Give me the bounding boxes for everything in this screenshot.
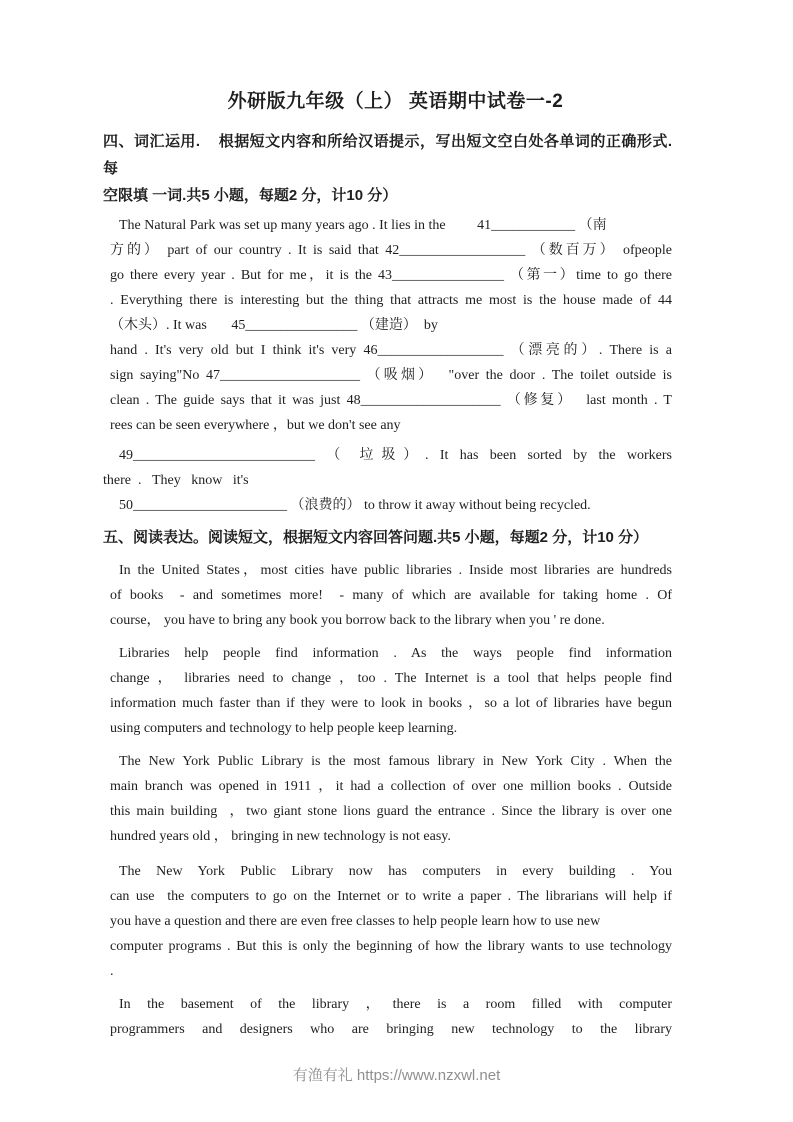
reading-para-1-line: In the United States，most cities have public libraries . Inside most libraries are hundreds [119,563,672,578]
footer-watermark: 有渔有礼 https://www.nzxwl.net [292,1067,501,1084]
cloze-blanks [103,443,672,518]
reading-para-4-line: you have a question and there are even free classes to help people learn how to use new [110,914,601,929]
reading-para-1 [110,558,672,633]
reading-para-3-line: hundred years old ， bringing in new technology is not easy. [110,829,451,844]
section-4-heading-line: 空限填 一词.共5 小题，每题2 分，计10 分） [103,187,398,204]
reading-para-5-line: In the basement of the library ，there is a room filled with computer [119,997,672,1012]
cloze-blanks-line: 49__________________________ （ 垃圾）. It has been sorted by the workers [119,448,672,463]
document-body [103,128,672,1042]
document-content [103,90,672,1042]
cloze-passage-line: rees can be seen everywhere ，but we don't see any [110,418,401,433]
reading-para-2 [110,641,672,741]
cloze-passage-line: go there every year . But for me，it is the 43________________ （第一）time to go there [110,268,672,283]
reading-para-3 [110,749,672,849]
section-4-heading-line: 四、词汇运用. 根据短文内容和所给汉语提示，写出短文空白处各单词的正确形式. 每 [103,133,672,177]
reading-para-2-line: using computers and technology to help people keep learning. [110,721,458,736]
cloze-passage-line: . Everything there is interesting but the thing that attracts me most is the house made of 44 [110,293,672,308]
cloze-passage-line: hand . It's very old but I think it's very 46__________________ （漂亮的）. There is a [110,343,672,358]
reading-para-1-line: of books - and sometimes more! - many of which are available for taking home . Of [110,588,672,603]
reading-para-2-line: information much faster than if they were to look in books ，so a lot of libraries have begun [110,696,672,711]
reading-para-1-line: course， you have to bring any book you borrow back to the library when you ' re done. [110,613,605,628]
cloze-passage [110,213,672,438]
reading-para-4-line: can use the computers to go on the Internet or to write a paper . The librarians will help if [110,889,672,904]
section-5-heading-line: 五、阅读表达。阅读短文，根据短文内容回答问题.共5 小题，每题2 分，计10 分） [103,529,649,546]
cloze-blanks-line: 50______________________ （浪费的） to throw it away without being recycled. [119,498,591,513]
cloze-passage-line: 方的） part of our country . It is said that 42__________________ （数百万） ofpeople [110,243,672,258]
reading-para-4-line: . [110,964,114,979]
reading-para-2-line: change ， libraries need to change ，too . The Internet is a tool that helps people find [110,671,672,686]
reading-para-5-line: programmers and designers who are bringing new technology to the library [110,1022,672,1037]
cloze-blanks-line: there . They know it's [103,473,249,488]
reading-para-5 [110,992,672,1042]
section-4-heading [103,128,672,209]
cloze-passage-line: The Natural Park was set up many years ago . It lies in the 41____________ （南 [119,218,607,233]
cloze-passage-line: sign saying"No 47____________________ （吸烟） "over the door . The toilet outside is [110,368,672,383]
reading-para-2-line: Libraries help people find information . As the ways people find information [119,646,672,661]
exam-title: 外研版九年级（上） 英语期中试卷一-2 [227,91,564,112]
section-5-heading [103,524,672,551]
reading-para-4-line: computer programs . But this is only the beginning of how the library wants to use technology [110,939,672,954]
reading-para-3-line: main branch was opened in 1911 ，it had a collection of over one million books . Outside [110,779,672,794]
reading-para-3-line: this main building ，two giant stone lions guard the entrance . Since the library is over one [110,804,672,819]
reading-para-4-line: The New York Public Library now has computers in every building . You [119,864,672,879]
reading-para-4 [110,859,672,984]
cloze-passage-line: （木头）. It was 45________________ （建造） by [110,318,438,333]
cloze-passage-line: clean . The guide says that it was just 48____________________ （修复） last month . T [110,393,672,408]
reading-para-3-line: The New York Public Library is the most famous library in New York City . When the [119,754,672,769]
